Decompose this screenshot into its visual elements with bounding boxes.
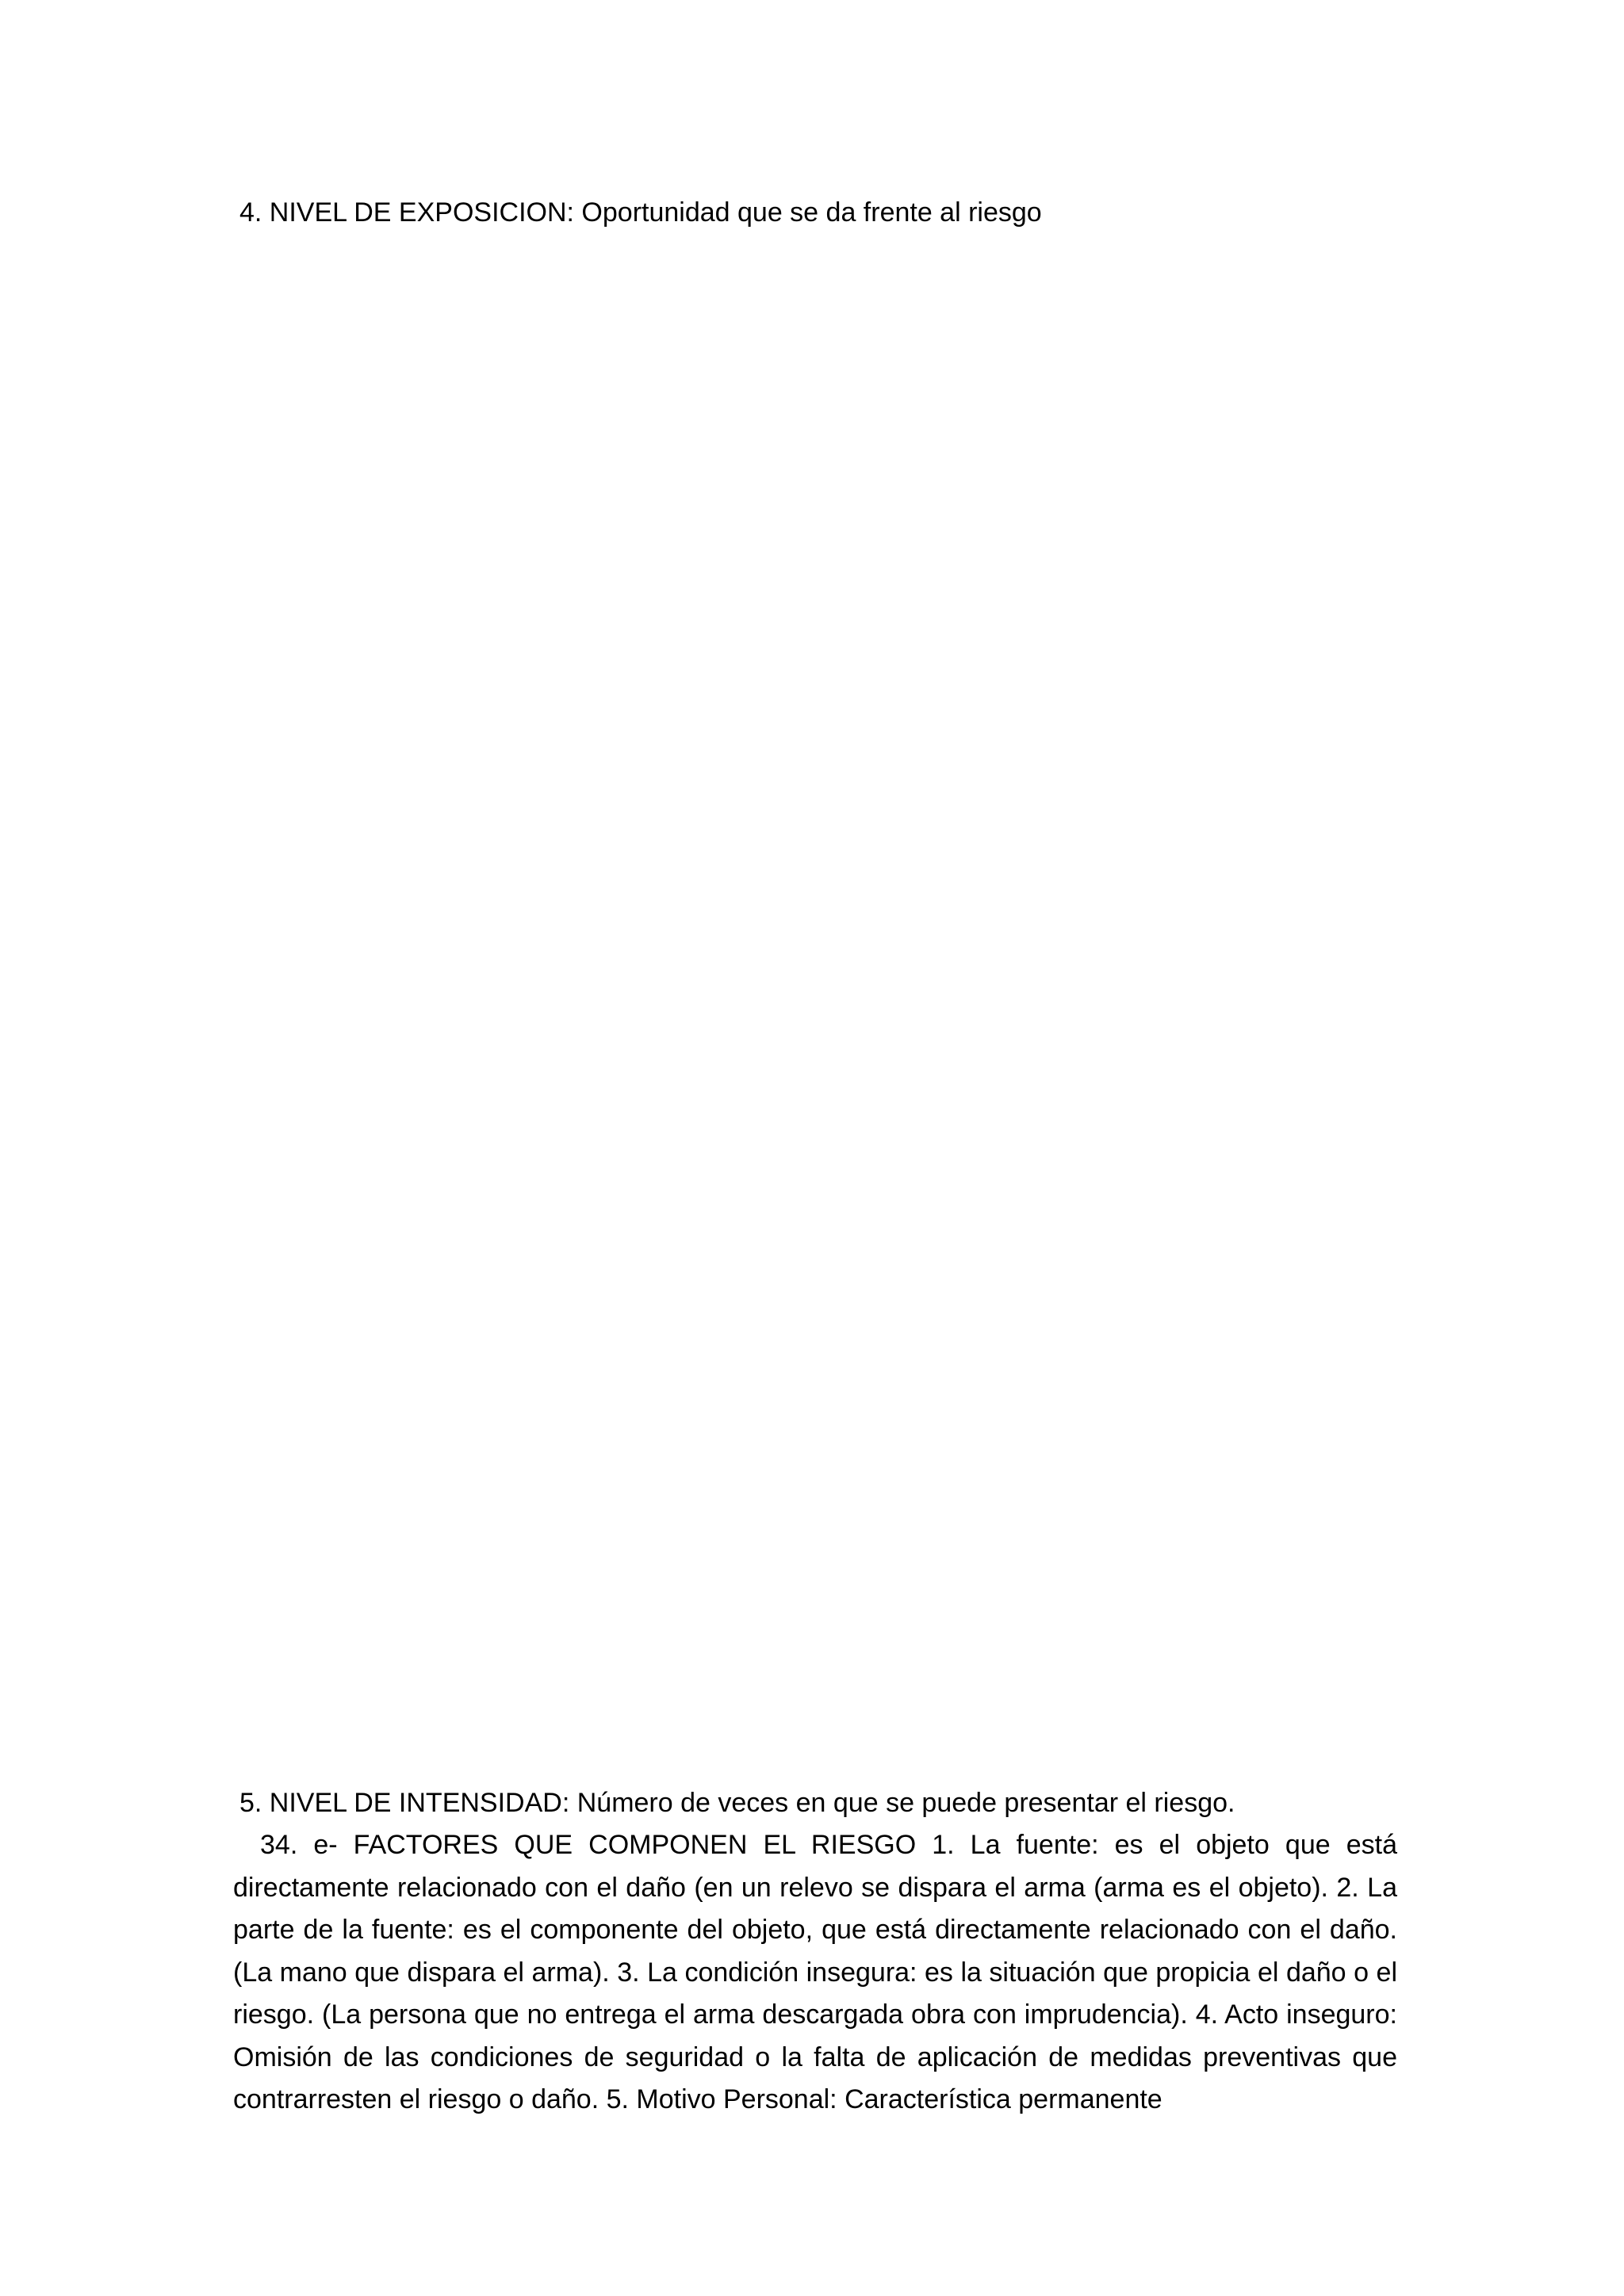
nivel-exposicion-line: 4. NIVEL DE EXPOSICION: Oportunidad que se da frente al riesgo (239, 197, 1042, 228)
nivel-intensidad-line: 5. NIVEL DE INTENSIDAD: Número de veces en que se puede presentar el riesgo. (239, 1788, 1235, 1818)
factores-riesgo-paragraph: 34. e- FACTORES QUE COMPONEN EL RIESGO 1. La fuente: es el objeto que está directamente relacionado con el daño (en un relevo se dispara el arma (arma es el objeto). 2. La parte de la fuente: es el componente del objeto, que está directamente relacionado con el daño. (La mano que dispara el arma). 3. La condición insegura: es la situación que propicia el daño o el riesgo. (La persona que no entrega el arma descargada obra con imprudencia). 4. Acto inseguro: Omisión de las condiciones de seguridad o la falta de aplicación de medidas preventivas que contrarresten el riesgo o daño. 5. Motivo Personal: Característica permanente (233, 1830, 1397, 2114)
